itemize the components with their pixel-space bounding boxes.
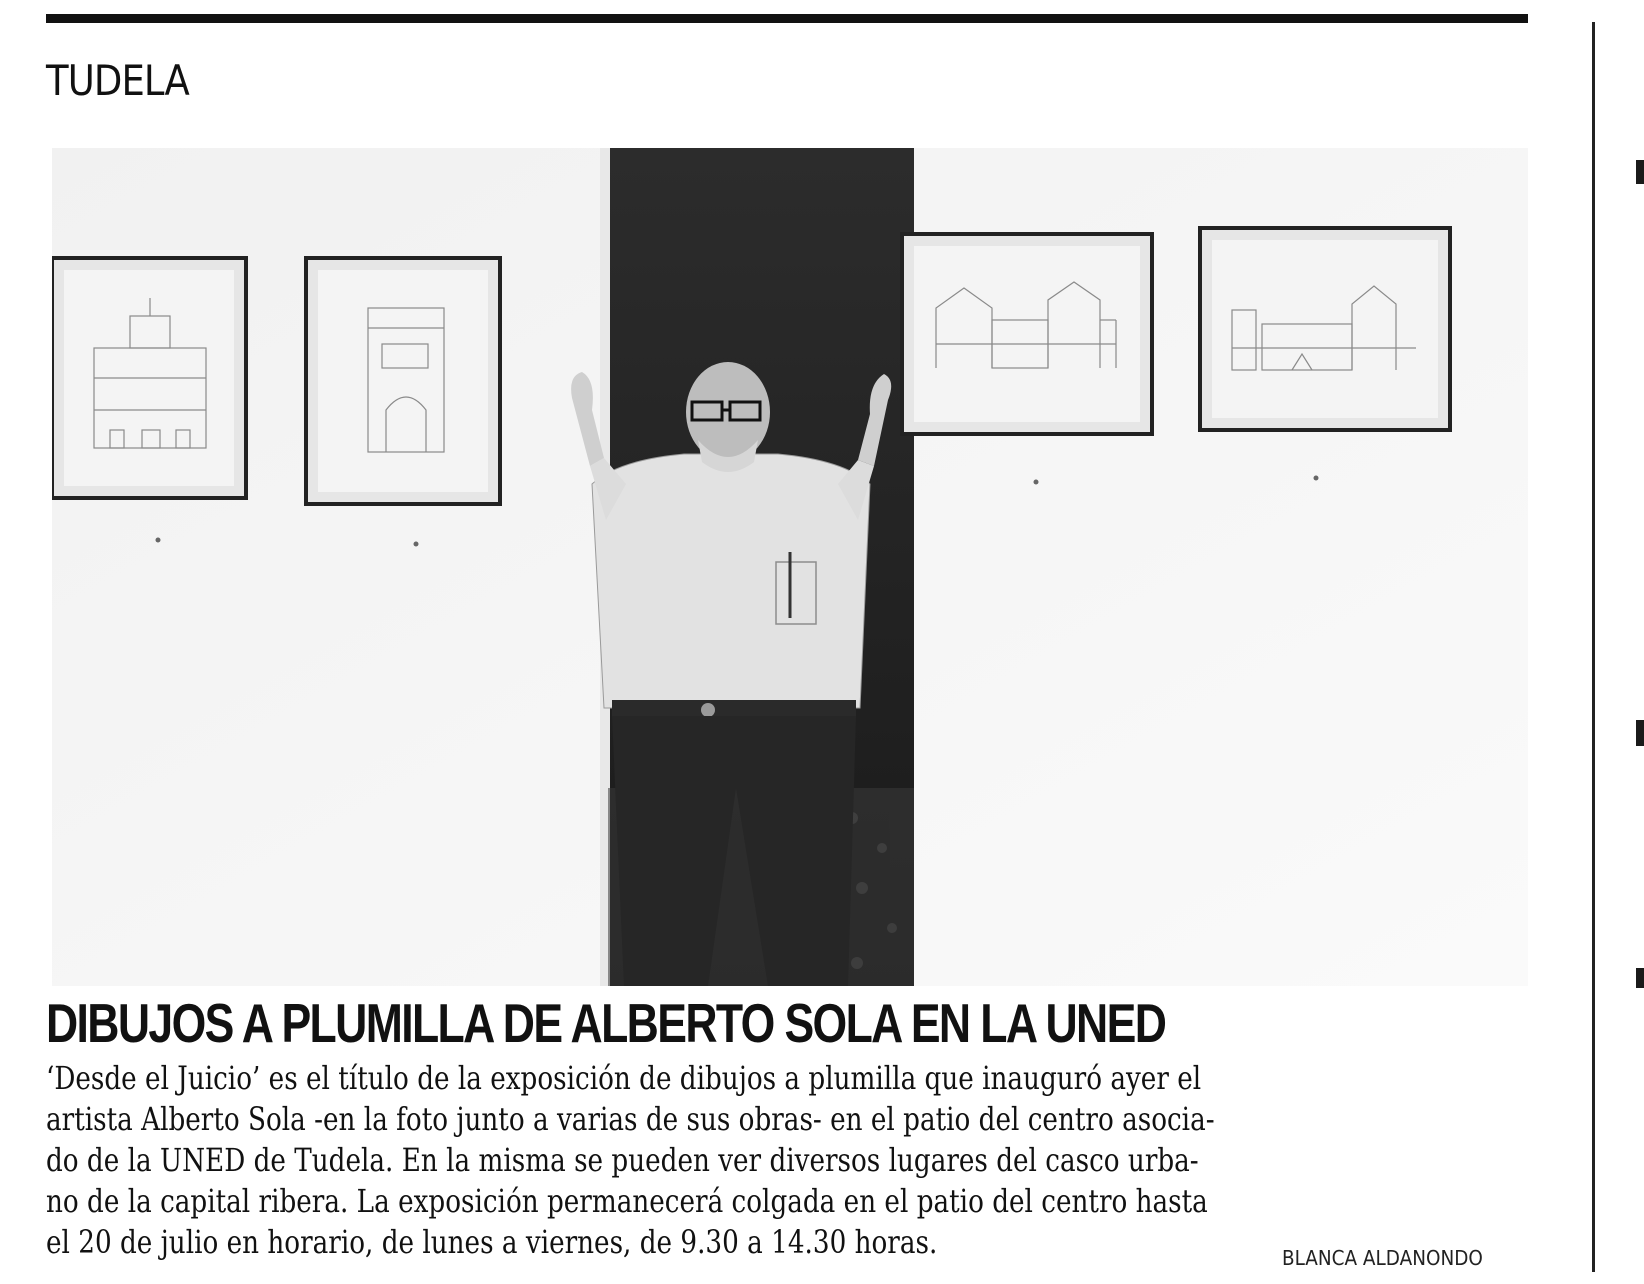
top-rule bbox=[46, 14, 1528, 23]
framed-drawing bbox=[52, 258, 246, 543]
exhibition-photo bbox=[52, 148, 1528, 986]
body-line: do de la UNED de Tudela. En la misma se pueden ver diversos lugares del casco urba- bbox=[46, 1141, 1199, 1179]
body-line: artista Alberto Sola -en la foto junto a varias de sus obras- en el patio del centro asocia- bbox=[46, 1100, 1215, 1138]
body-line: el 20 de julio en horario, de lunes a viernes, de 9.30 a 14.30 horas. bbox=[46, 1223, 938, 1261]
adjacent-column-edge bbox=[1636, 968, 1644, 988]
column-divider bbox=[1592, 22, 1595, 1272]
framed-drawing bbox=[306, 258, 500, 547]
body-line: no de la capital ribera. La exposición permanecerá colgada en el patio del centro hasta bbox=[46, 1182, 1208, 1220]
adjacent-column-edge bbox=[1636, 720, 1644, 746]
body-line: ‘Desde el Juicio’ es el título de la exposición de dibujos a plumilla que inauguró ayer el bbox=[46, 1059, 1202, 1097]
article-body bbox=[46, 1058, 1528, 1263]
section-label: TUDELA bbox=[46, 56, 189, 105]
adjacent-column-edge bbox=[1636, 160, 1644, 184]
headline: DIBUJOS A PLUMILLA DE ALBERTO SOLA EN LA UNED bbox=[46, 992, 1166, 1054]
photo-credit: BLANCA ALDANONDO bbox=[1282, 1246, 1483, 1270]
